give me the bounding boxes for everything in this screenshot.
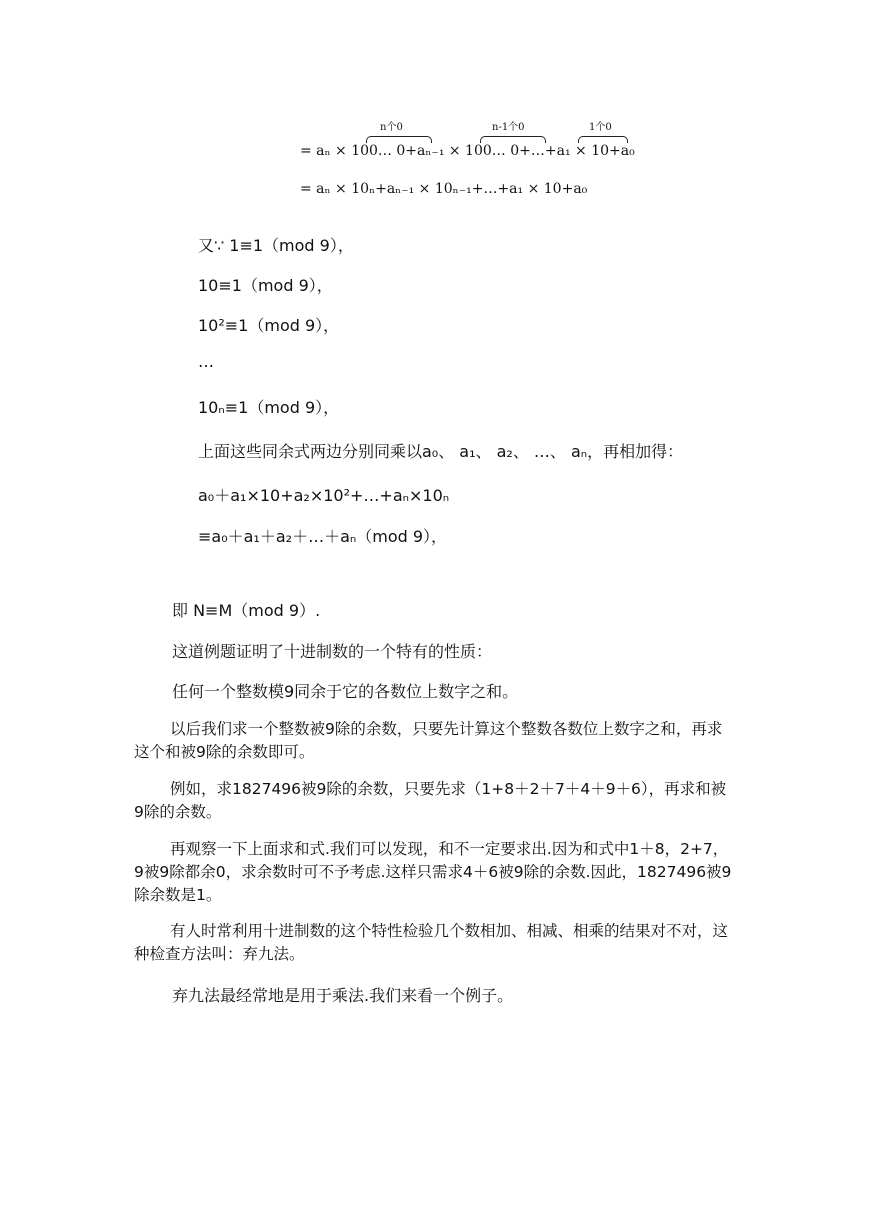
brace-label-n-1-zeros: n-1个0 (492, 122, 525, 133)
conclusion-line: 即 N≡M（mod 9）. (172, 601, 321, 620)
sum-congruence: ≡a₀＋a₁＋a₂＋…＋aₙ（mod 9）， (198, 527, 448, 546)
property-intro: 这道例题证明了十进制数的一个特有的性质： (172, 642, 493, 661)
paragraph-remainder-method: 以后我们求一个整数被9除的余数，只要先计算这个整数各数位上数字之和，再求这个和被9除的余数即可。 (134, 720, 723, 761)
formula-line-1: = aₙ × 100… 0+aₙ₋₁ × 100… 0+…+a₁ × 10+a₀ (300, 143, 635, 159)
formula-line-2: = aₙ × 10ₙ+aₙ₋₁ × 10ₙ₋₁+…+a₁ × 10+a₀ (300, 181, 588, 197)
brace-label-1-zero: 1个0 (589, 122, 612, 133)
paragraph-example: 例如，求1827496被9除的余数，只要先求（1+8＋2＋7＋4＋9＋6），再求和被9除的余数。 (134, 780, 727, 821)
overbrace-2 (480, 136, 546, 143)
paragraph-observation: 再观察一下上面求和式.我们可以发现，和不一定要求出.因为和式中1＋8，2+7，9被9除都余0，求余数时可不予考虑.这样只需求4＋6被9除的余数.因此，1827496被9除余数是1。 (134, 840, 732, 904)
paragraph-casting-out-nines: 有人时常利用十进制数的这个特性检验几个数相加、相减、相乘的结果对不对，这种检查方法叫：弃九法。 (134, 922, 729, 963)
congruence-4: 10ₙ≡1（mod 9）， (198, 398, 340, 417)
congruence-3: 10²≡1（mod 9）， (198, 316, 340, 335)
paragraph-multiplication: 弃九法最经常地是用于乘法.我们来看一个例子。 (172, 986, 514, 1005)
multiply-sentence: 上面这些同余式两边分别同乘以a₀、 a₁、 a₂、 …、 aₙ，再相加得： (198, 442, 684, 461)
brace-label-n-zeros: n个0 (380, 122, 403, 133)
ellipsis: … (198, 352, 214, 371)
congruence-2: 10≡1（mod 9）， (198, 276, 333, 295)
property-statement: 任何一个整数模9同余于它的各数位上数字之和。 (172, 682, 519, 701)
sum-expression: a₀＋a₁×10+a₂×10²+…+aₙ×10ₙ (198, 486, 450, 505)
overbrace-1 (366, 136, 432, 143)
congruence-1: 又∵ 1≡1（mod 9）， (198, 236, 354, 255)
overbrace-3 (578, 136, 628, 143)
